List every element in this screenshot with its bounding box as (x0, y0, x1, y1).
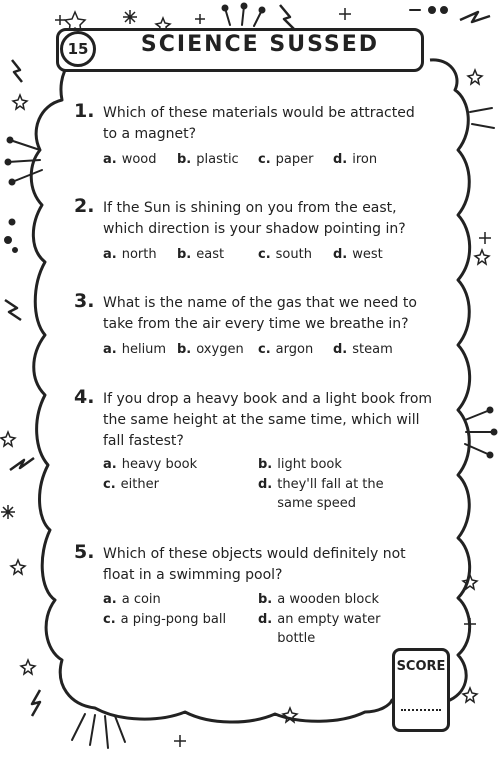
question-text: What is the name of the gas that we need to take from the air every time we breathe in? (103, 295, 417, 332)
option-d[interactable]: d. an empty water bottle (258, 612, 381, 646)
option-a[interactable]: a. wood (103, 152, 157, 167)
option-c[interactable]: c. south (258, 247, 312, 262)
option-c[interactable]: c. either (103, 477, 159, 492)
option-c[interactable]: c. a ping-pong ball (103, 612, 227, 627)
option-a[interactable]: a. helium (103, 342, 167, 357)
page-title: SCIENCE SUSSED (140, 32, 380, 57)
option-c[interactable]: c. paper (258, 152, 314, 167)
option-b[interactable]: b. plastic (177, 152, 239, 167)
option-b[interactable]: b. east (177, 247, 225, 262)
question-number: 4. (74, 386, 95, 408)
score-box[interactable] (392, 648, 450, 732)
option-a[interactable]: a. a coin (103, 592, 161, 607)
option-c[interactable]: c. argon (258, 342, 314, 357)
score-label: SCORE (396, 659, 446, 674)
question-number: 1. (74, 100, 95, 122)
question-number: 5. (74, 541, 95, 563)
option-b[interactable]: b. a wooden block (258, 592, 380, 607)
option-d[interactable]: d. iron (333, 152, 378, 167)
question-text: If the Sun is shining on you from the east, which direction is your shadow pointing in? (103, 200, 406, 237)
option-d[interactable]: d. steam (333, 342, 393, 357)
option-a[interactable]: a. north (103, 247, 157, 262)
option-b[interactable]: b. oxygen (177, 342, 244, 357)
quiz-number-badge: 15 (60, 31, 96, 67)
score-write-line (401, 709, 441, 711)
question-text: If you drop a heavy book and a light book from the same height at the same time, which will fall fastest? (103, 391, 433, 449)
question-text: Which of these objects would definitely not float in a swimming pool? (103, 546, 406, 583)
option-a[interactable]: a. heavy book (103, 457, 198, 472)
option-d[interactable]: d. they'll fall at the same speed (258, 477, 384, 511)
question-number: 2. (74, 195, 95, 217)
question-number: 3. (74, 290, 95, 312)
question-text: Which of these materials would be attracted to a magnet? (103, 105, 415, 142)
option-b[interactable]: b. light book (258, 457, 342, 472)
option-d[interactable]: d. west (333, 247, 383, 262)
